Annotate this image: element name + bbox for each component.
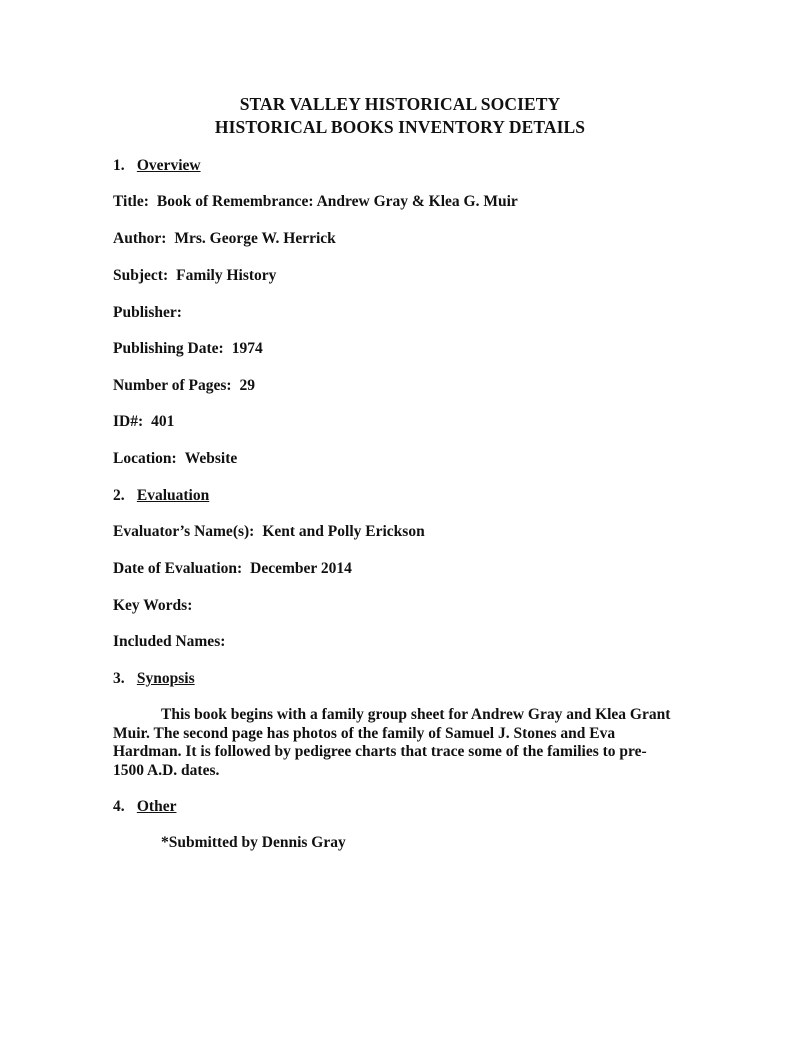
synopsis-line: Muir. The second page has photos of the family of Samuel J. Stones and Eva (113, 724, 616, 742)
section-number: 4. (113, 798, 125, 815)
field-number-of-pages (113, 377, 255, 395)
section-title: Synopsis (136, 670, 195, 687)
section-heading-evaluation (113, 487, 209, 505)
section-number: 3. (113, 670, 125, 687)
section-title: Overview (136, 157, 201, 174)
field-label: Title: (113, 193, 149, 210)
document-heading-society: STAR VALLEY HISTORICAL SOCIETY (239, 94, 561, 114)
document-heading-inventory: HISTORICAL BOOKS INVENTORY DETAILS (214, 117, 586, 137)
field-subject (113, 267, 276, 285)
section-title: Evaluation (136, 487, 210, 504)
field-value: Website (184, 450, 238, 467)
field-value: Mrs. George W. Herrick (174, 230, 336, 247)
field-value: Family History (176, 267, 277, 284)
field-label: Key Words: (113, 597, 193, 614)
synopsis-line: 1500 A.D. dates. (113, 761, 220, 779)
field-publishing-date (113, 340, 263, 358)
field-value: 1974 (231, 340, 263, 357)
field-location (113, 450, 237, 468)
field-title (113, 193, 518, 211)
field-value: December 2014 (250, 560, 352, 577)
field-value: 401 (151, 413, 175, 430)
synopsis-paragraph (113, 706, 693, 780)
field-label: Location: (113, 450, 177, 467)
submitted-by-note: *Submitted by Dennis Gray (161, 834, 346, 851)
field-author (113, 230, 336, 248)
field-label: Evaluator’s Name(s): (113, 523, 255, 540)
section-heading-overview (113, 157, 201, 175)
field-label: Subject: (113, 267, 169, 284)
field-id (113, 413, 174, 431)
field-value: Book of Remembrance: Andrew Gray & Klea G. Muir (156, 193, 518, 210)
field-label: Publishing Date: (113, 340, 224, 357)
section-title: Other (136, 798, 177, 815)
field-value: Kent and Polly Erickson (262, 523, 425, 540)
field-key-words (113, 597, 200, 615)
field-evaluators (113, 523, 425, 541)
synopsis-line: This book begins with a family group sheet for Andrew Gray and Klea Grant (161, 706, 671, 723)
field-value: 29 (239, 377, 256, 394)
section-heading-other (113, 798, 176, 816)
field-label: Publisher: (113, 304, 182, 321)
field-label: Number of Pages: (113, 377, 232, 394)
section-number: 2. (113, 487, 125, 504)
field-publisher (113, 304, 190, 322)
field-included-names (113, 633, 233, 651)
synopsis-line: Hardman. It is followed by pedigree charts that trace some of the families to pre- (113, 743, 647, 760)
field-label: Author: (113, 230, 167, 247)
field-label: Included Names: (113, 633, 226, 650)
section-number: 1. (113, 157, 125, 174)
field-label: Date of Evaluation: (113, 560, 243, 577)
section-heading-synopsis (113, 670, 195, 688)
field-label: ID#: (113, 413, 144, 430)
field-date-of-evaluation (113, 560, 352, 578)
